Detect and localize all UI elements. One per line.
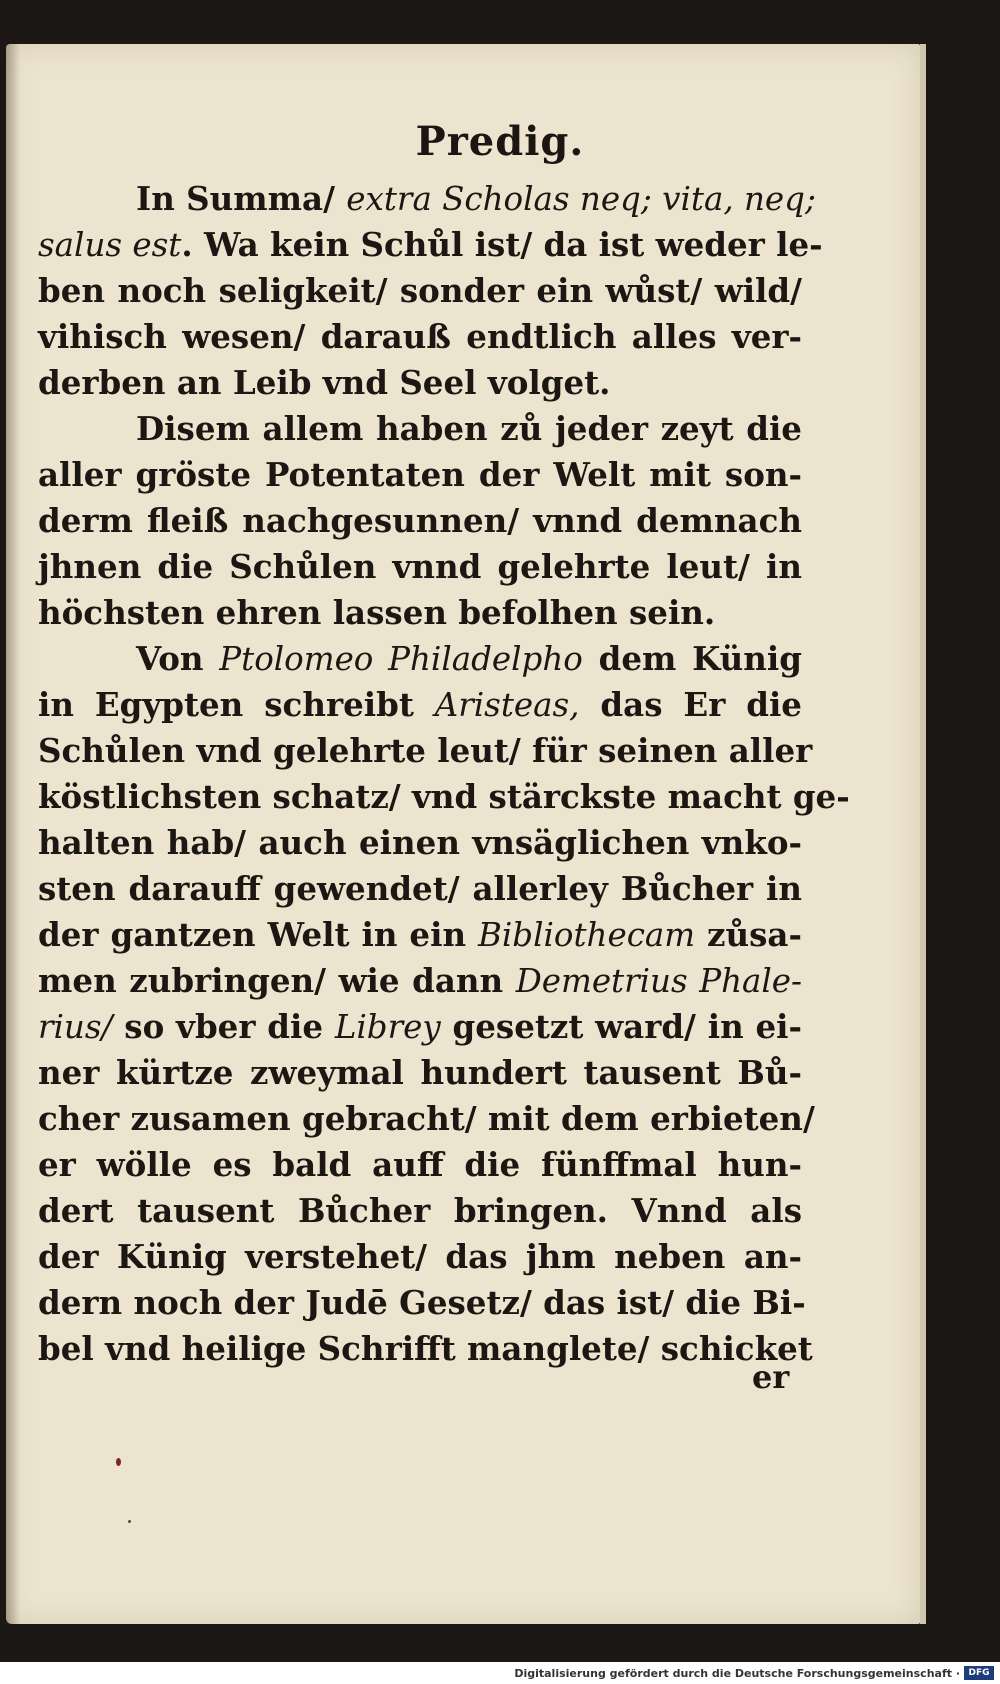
line-text: . Wa kein Schůl ist/ da ist weder le- xyxy=(181,225,823,264)
latin-phrase: Bibliothecam xyxy=(478,916,696,954)
line-text: Von xyxy=(136,639,220,678)
text-line xyxy=(38,176,816,222)
text-line xyxy=(38,452,802,498)
line-text: so vber die xyxy=(112,1007,335,1046)
text-line xyxy=(38,682,802,728)
line-text: jhnen die Schůlen vnnd gelehrte leut/ in xyxy=(38,547,802,586)
line-text: in Egypten schreibt xyxy=(38,685,435,724)
line-text: höchsten ehren lassen befolhen sein. xyxy=(38,593,716,632)
latin-phrase: rius/ xyxy=(38,1008,113,1046)
line-text: dern noch der Judē Gesetz/ das ist/ die Bi- xyxy=(38,1283,806,1322)
line-text: gesetzt ward/ in ei- xyxy=(440,1007,803,1046)
ink-speck xyxy=(116,1458,121,1466)
text-line xyxy=(38,544,802,590)
catchword: er xyxy=(752,1358,790,1396)
text-line xyxy=(38,866,802,912)
text-line xyxy=(38,498,802,544)
line-text: Disem allem haben zů jeder zeyt die xyxy=(136,409,802,448)
ink-speck xyxy=(128,1520,131,1523)
text-line xyxy=(38,590,802,636)
line-text: sten darauff gewendet/ allerley Bůcher in xyxy=(38,869,802,908)
line-text: der gantzen Welt in ein xyxy=(38,915,479,954)
line-text: dem Künig xyxy=(582,639,802,678)
latin-phrase: salus est xyxy=(38,226,182,264)
line-text: halten hab/ auch einen vnsäglichen vnko- xyxy=(38,823,802,862)
dfg-logo: DFG xyxy=(964,1666,994,1680)
text-line xyxy=(38,314,802,360)
page-gutter-shadow xyxy=(6,44,20,1624)
page-header: Predig. xyxy=(415,118,585,165)
line-text: bel vnd heilige Schrifft manglete/ schicket xyxy=(38,1329,813,1368)
text-line xyxy=(38,1142,802,1188)
text-line xyxy=(38,222,823,268)
line-text: In Summa/ xyxy=(136,179,347,218)
line-text: er wölle es bald auff die fünffmal hun- xyxy=(38,1145,802,1184)
line-text: cher zusamen gebracht/ mit dem erbieten/ xyxy=(38,1099,815,1138)
text-line xyxy=(38,728,813,774)
text-line xyxy=(38,406,802,452)
text-line xyxy=(38,360,802,406)
text-line xyxy=(38,1004,802,1050)
latin-phrase: Ptolomeo Philadelpho xyxy=(219,640,583,678)
text-line xyxy=(38,912,802,958)
body-text xyxy=(38,176,850,1372)
line-text: ner kürtze zweymal hundert tausent Bů- xyxy=(38,1053,802,1092)
line-text: Schůlen vnd gelehrte leut/ für seinen aller xyxy=(38,731,813,770)
line-text: der Künig verstehet/ das jhm neben an- xyxy=(38,1237,802,1276)
line-text: ben noch seligkeit/ sonder ein wůst/ wild/ xyxy=(38,271,802,310)
text-line xyxy=(38,268,802,314)
text-line xyxy=(38,1326,813,1372)
text-line xyxy=(38,1096,815,1142)
line-text: men zubringen/ wie dann xyxy=(38,961,516,1000)
text-line xyxy=(38,774,850,820)
line-text: dert tausent Bůcher bringen. Vnnd als xyxy=(38,1191,802,1230)
text-line xyxy=(38,1188,802,1234)
text-line xyxy=(38,1050,802,1096)
line-text: derben an Leib vnd Seel volget. xyxy=(38,363,611,402)
text-line xyxy=(38,1234,802,1280)
page-edge xyxy=(920,44,926,1624)
line-text: zůsa- xyxy=(695,915,802,954)
latin-phrase: Aristeas, xyxy=(434,686,580,724)
latin-phrase: extra Scholas neq; vita, neq; xyxy=(346,180,816,218)
text-line xyxy=(38,1280,806,1326)
line-text: köstlichsten schatz/ vnd stärckste macht ge- xyxy=(38,777,850,816)
latin-phrase: Demetrius Phale- xyxy=(515,962,803,1000)
line-text: vihisch wesen/ darauß endtlich alles ver- xyxy=(38,317,802,356)
line-text: das Er die xyxy=(579,685,802,724)
text-line xyxy=(38,958,802,1004)
text-line xyxy=(38,820,802,866)
line-text: aller gröste Potentaten der Welt mit son- xyxy=(38,455,802,494)
line-text: derm fleiß nachgesunnen/ vnnd demnach xyxy=(38,501,802,540)
text-line xyxy=(38,636,802,682)
latin-phrase: Librey xyxy=(334,1008,441,1046)
footer-credit: Digitalisierung gefördert durch die Deutsche Forschungsgemeinschaft · xyxy=(514,1667,960,1680)
